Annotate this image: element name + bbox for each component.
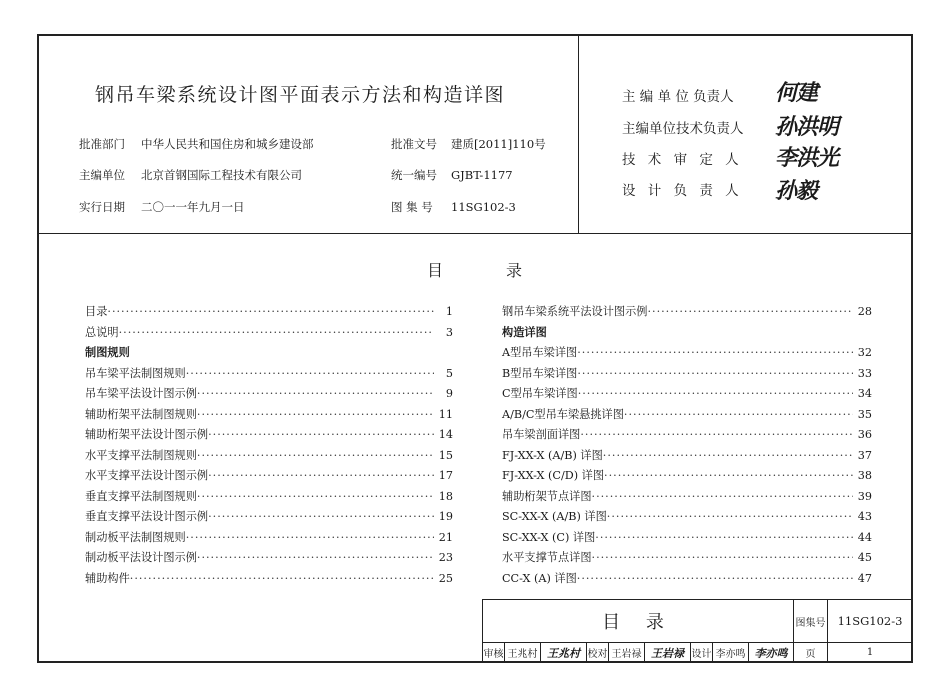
review-label: 审核 — [483, 643, 505, 663]
toc-leader-dots — [607, 507, 853, 528]
toc-entry — [502, 364, 872, 385]
toc-entry-page: 9 — [445, 387, 453, 400]
toc-entry-page: 23 — [438, 551, 453, 564]
toc-entry-page: 28 — [857, 305, 872, 318]
toc-entry-title: 水平支撑平法设计图示例 — [85, 469, 209, 482]
drawing-sheet — [37, 34, 913, 663]
responsible-role-2: 主编单位技术负责人 — [622, 121, 744, 137]
toc-entry — [85, 466, 453, 487]
toc-entry-title: SC-XX-X (A/B) 详图 — [502, 510, 607, 523]
toc-entry — [85, 405, 453, 426]
toc-leader-dots — [208, 507, 434, 528]
toc-entry-page: 33 — [857, 366, 872, 380]
toc-entry-page: 21 — [438, 530, 453, 544]
toc-entry — [85, 364, 453, 385]
toc-leader-dots — [197, 384, 434, 405]
toc-leader-dots — [592, 487, 853, 508]
title-block-atlas-value: 11SG102-3 — [828, 600, 913, 643]
toc-entry-title: 水平支撑节点详图 — [502, 551, 592, 564]
toc-leader-dots — [603, 446, 853, 467]
toc-entry-title: 制动板平法制图规则 — [85, 530, 186, 544]
toc-entry-title: 吊车梁平法制图规则 — [85, 366, 186, 380]
check-signature: 王岩禄 — [645, 643, 691, 663]
toc-entry — [85, 528, 453, 549]
toc-entry-page: 19 — [438, 510, 453, 523]
toc-leader-dots — [577, 569, 853, 590]
toc-entry-page: 45 — [857, 551, 872, 564]
toc-entry — [502, 528, 872, 549]
toc-entry-page: 3 — [445, 325, 453, 339]
toc-entry-title: CC-X (A) 详图 — [502, 571, 577, 585]
toc-entry-title: 辅助构件 — [85, 571, 130, 585]
toc-entry-page: 1 — [445, 305, 453, 318]
toc-entry-title: 总说明 — [85, 325, 119, 339]
toc-leader-dots — [577, 343, 853, 364]
toc-entry — [502, 466, 872, 487]
toc-entry-page: 25 — [438, 571, 453, 585]
toc-entry — [502, 569, 872, 590]
toc-section-heading — [502, 323, 872, 344]
toc-entry-page: 37 — [857, 448, 872, 462]
approval-dept: 批准部门 中华人民共和国住房和城乡建设部 — [79, 137, 314, 151]
design-label: 设计 — [691, 643, 713, 663]
toc-leader-dots — [592, 548, 853, 569]
toc-entry-page: 43 — [857, 510, 872, 523]
atlas-title: 钢吊车梁系统设计图平面表示方法和构造详图 — [95, 84, 506, 106]
toc-section-heading — [85, 343, 453, 364]
toc-entry-title: 制动板平法设计图示例 — [85, 551, 197, 564]
toc-leader-dots — [197, 405, 434, 426]
title-block-title: 目 录 — [483, 600, 794, 643]
toc-entry-title: 吊车梁平法设计图示例 — [85, 387, 197, 400]
toc-entry — [502, 302, 872, 323]
toc-entry-title: 辅助桁架平法设计图示例 — [85, 428, 209, 441]
signature-4: 孙毅 — [775, 178, 818, 204]
toc-entry — [85, 446, 453, 467]
toc-entry-title: FJ-XX-X (C/D) 详图 — [502, 469, 605, 482]
toc-leader-dots — [624, 405, 853, 426]
toc-leader-dots — [107, 302, 434, 323]
check-name: 王岩禄 — [609, 643, 645, 663]
review-name: 王兆村 — [505, 643, 541, 663]
toc-entry-page: 36 — [857, 428, 872, 441]
toc-entry-page: 39 — [857, 489, 872, 503]
toc-heading-lu: 录 — [506, 261, 523, 280]
header-divider-vertical — [578, 36, 579, 233]
toc-entry-title: 构造详图 — [502, 325, 547, 339]
title-block-atlas-label: 图集号 — [794, 600, 828, 643]
toc-entry-title: B型吊车梁详图 — [502, 366, 578, 380]
toc-entry — [502, 548, 872, 569]
toc-leader-dots — [577, 364, 853, 385]
page-label: 页 — [794, 643, 828, 663]
toc-entry-title: 水平支撑平法制图规则 — [85, 448, 197, 462]
signature-1: 何建 — [775, 80, 818, 106]
toc-entry — [85, 548, 453, 569]
toc-leader-dots — [208, 425, 434, 446]
toc-entry-page: 35 — [857, 407, 872, 421]
toc-leader-dots — [208, 466, 434, 487]
responsible-role-4: 设 计 负 责 人 — [622, 183, 743, 199]
chief-editor-unit: 主编单位 北京首钢国际工程技术有限公司 — [79, 168, 302, 182]
toc-leader-dots — [130, 569, 434, 590]
toc-entry-title: 辅助桁架平法制图规则 — [85, 407, 197, 421]
header-divider-horizontal — [39, 233, 911, 234]
toc-entry-page: 32 — [857, 346, 872, 359]
toc-entry-title: 钢吊车梁系统平法设计图示例 — [502, 305, 648, 318]
toc-leader-dots — [595, 528, 853, 549]
toc-leader-dots — [604, 466, 853, 487]
toc-entry-title: 垂直支撑平法制图规则 — [85, 489, 197, 503]
responsible-role-3: 技 术 审 定 人 — [622, 152, 743, 168]
approval-number: 批准文号 建质[2011]110号 — [391, 137, 546, 151]
toc-entry-page: 17 — [438, 469, 453, 482]
toc-entry-page: 18 — [438, 489, 453, 503]
atlas-number: 图 集 号 11SG102-3 — [391, 200, 516, 214]
toc-entry-page: 15 — [438, 448, 453, 462]
toc-entry — [85, 425, 453, 446]
review-signature: 王兆村 — [541, 643, 587, 663]
toc-entry-title: 目录 — [85, 305, 108, 318]
toc-left-column — [85, 302, 453, 589]
toc-entry-title: A型吊车梁详图 — [502, 346, 578, 359]
title-block — [482, 599, 913, 663]
toc-right-column — [502, 302, 872, 589]
toc-leader-dots — [197, 487, 434, 508]
toc-entry — [85, 323, 453, 344]
toc-entry — [85, 507, 453, 528]
toc-entry-page: 34 — [857, 387, 872, 400]
toc-entry-title: 垂直支撑平法设计图示例 — [85, 510, 209, 523]
toc-entry-page: 44 — [857, 530, 872, 544]
toc-leader-dots — [647, 302, 853, 323]
effective-date: 实行日期 二〇一一年九月一日 — [79, 200, 245, 214]
toc-entry — [85, 569, 453, 590]
toc-leader-dots — [580, 425, 853, 446]
toc-entry — [502, 487, 872, 508]
toc-entry-page: 47 — [857, 571, 872, 585]
toc-leader-dots — [186, 364, 434, 385]
toc-entry-title: 吊车梁剖面详图 — [502, 428, 581, 441]
toc-entry — [85, 302, 453, 323]
toc-entry — [502, 343, 872, 364]
toc-entry — [85, 487, 453, 508]
toc-entry-page: 5 — [445, 366, 453, 380]
design-signature: 李亦鸣 — [749, 643, 794, 663]
toc-entry — [85, 384, 453, 405]
toc-leader-dots — [119, 323, 434, 344]
toc-entry-title: SC-XX-X (C) 详图 — [502, 530, 596, 544]
signature-3: 李洪光 — [775, 145, 839, 171]
design-name: 李亦鸣 — [713, 643, 749, 663]
toc-entry-title: 辅助桁架节点详图 — [502, 489, 592, 503]
toc-entry — [502, 425, 872, 446]
toc-entry-title: FJ-XX-X (A/B) 详图 — [502, 448, 603, 462]
toc-entry-page: 14 — [438, 428, 453, 441]
toc-leader-dots — [197, 548, 434, 569]
toc-entry-title: A/B/C型吊车梁悬挑详图 — [502, 407, 624, 421]
toc-leader-dots — [578, 384, 853, 405]
toc-heading-mu: 目 — [427, 261, 444, 280]
toc-entry — [502, 507, 872, 528]
toc-leader-dots — [197, 446, 434, 467]
toc-entry-title: C型吊车梁详图 — [502, 387, 578, 400]
toc-entry — [502, 446, 872, 467]
toc-entry-page: 38 — [857, 469, 872, 482]
responsible-role-1: 主 编 单 位 负责人 — [622, 89, 734, 105]
unified-number: 统一编号 GJBT-1177 — [391, 168, 513, 182]
check-label: 校对 — [587, 643, 609, 663]
page-number: 1 — [828, 643, 913, 663]
toc-entry-title: 制图规则 — [85, 346, 130, 359]
toc-entry — [502, 405, 872, 426]
toc-entry — [502, 384, 872, 405]
signature-2: 孙洪明 — [775, 114, 839, 140]
toc-entry-page: 11 — [438, 407, 453, 421]
toc-leader-dots — [186, 528, 434, 549]
